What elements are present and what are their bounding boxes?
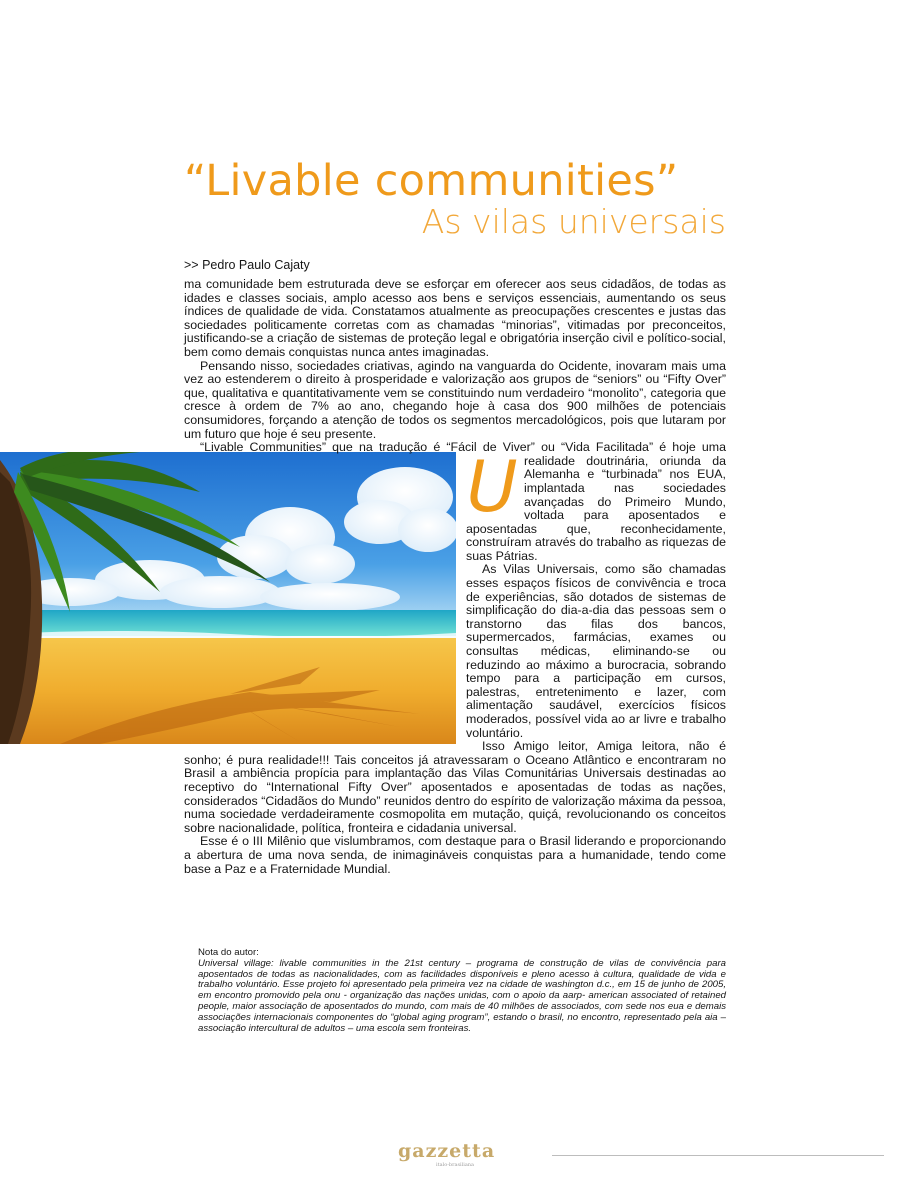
author-note-label: Nota do autor: [198, 947, 259, 958]
article-paragraph: Isso Amigo leitor, Amiga leitora, não é sonho; é pura realidade!!! Tais conceitos já atravessaram o Oceano Atlântico e encontraram no Brasil a ambiência propícia para implantação das Vilas Comunitárias Universais destinadas ao receptivo do “International Fifty Over” aposentados e aposentadas de todas as nações, considerados “Cidadãos do Mundo” reunidos dentro do espírito de valorização máxima da pessoa, numa sociedade verdadeiramente cosmopolita em mutação, quiçá, revolucionando os conceitos sobre nacionalidade, política, fronteira e cidadania universal. [184, 739, 726, 835]
paragraph-text: ma comunidade bem estruturada deve se esforçar em oferecer aos seus cidadãos, de todas as idades e classes sociais, amplo acesso aos bens e serviços essenciais, aumentando os seus índices de qualidade de vida. Constatamos atualmente as preocupações crescentes e justas das sociedades politicamente corretas com as chamadas “minorias”, vitimadas por preconceitos, justificando-se a criação de sistemas de proteção legal e obrigatória inserção civil e político-social, bem como demais conquistas nunca antes imaginadas. [184, 277, 726, 359]
article-paragraph: “Livable Communities” que na tradução é “Fácil de Viver” ou “Vida Facilitada” é hoje uma realidade doutrinária, oriunda da Alemanha e “turbinada” nos EUA, implantada nas sociedades avançadas do Primeiro Mundo, voltada para aposentados e aposentadas que, reconhecidamente, construíram através do trabalho as riquezas de suas Pátrias. [200, 440, 726, 563]
article-subtitle: As vilas universais [421, 202, 726, 241]
article-paragraph: As Vilas Universais, como são chamadas esses espaços físicos de convivência e troca de experiências, são dotados de sistemas de simplificação do dia-a-dia das pessoas sem o transtorno das filas dos bancos, supermercados, farmácias, exames ou consultas médicas, eliminando-se ou reduzindo ao máximo a burocracia, sobrando tempo para a participação em cursos, palestras, entretenimento e lazer, com alimentação saudável, exercícios físicos moderados, possível vida ao ar livre e trabalho voluntário. [466, 562, 726, 740]
drop-cap: U [466, 446, 518, 528]
article-author: >> Pedro Paulo Cajaty [184, 258, 310, 272]
logo-wordmark: gazzetta [398, 1140, 496, 1162]
author-note [198, 948, 726, 1034]
footer-rule [552, 1155, 884, 1156]
photo-text-wrap [184, 459, 466, 751]
logo-tagline: italo-brasiliana [436, 1162, 475, 1168]
article-body [184, 278, 726, 876]
article-paragraph: Pensando nisso, sociedades criativas, agindo na vanguarda do Ocidente, inovaram mais uma vez ao estenderem o direito à prosperidade e valorização aos grupos de “seniors” ou “Fifty Over” que, qualitativa e quantitativamente vem se constituindo num verdadeiro “monolito”, categoria que cresce à ordem de 7% ao ano, chegando hoje à casa dos 900 milhões de potenciais consumidores, forçando a atenção de todos os segmentos mercadológicos, pois que lutaram por um futuro que hoje é seu presente. [184, 358, 726, 441]
article-paragraph: Esse é o III Milênio que vislumbramos, com destaque para o Brasil liderando e proporcionando a abertura de uma nova senda, de inimagináveis conquistas para a humanidade, tendo come base a Paz e a Fraternidade Mundial. [184, 834, 726, 876]
author-note-text: Universal village: livable communities in the 21st century – programa de construção de vilas de convivência para aposentados de todas as nacionalidades, com as facilidades disponíveis e pleno acesso à cultura, qualidade de vida e trabalho voluntário. Esse projeto foi apresentado pela primeira vez na cidade de washington d.c., em 15 de junho de 2005, em encontro promovido pela onu - organização das nações unidas, com o apoio da aarp- american associated of retained people, maior associação de aposentados do mundo, com mais de 40 milhões de associados, com sede nos eua e demais associações internacionais componentes do “global aging program”, estando o brasil, no encontro, representado pela aia – associação intercultural de adultos – uma escola sem fronteiras. [198, 957, 726, 1034]
gazzetta-logo [398, 1140, 510, 1170]
article-title: “Livable communities” [184, 156, 679, 206]
